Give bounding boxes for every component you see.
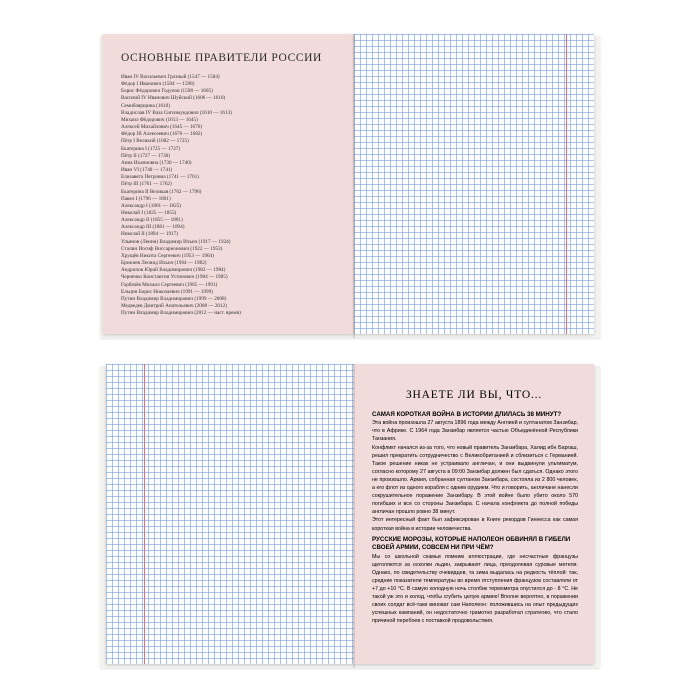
ruler-entry: Иван IV Васильевич Грозный (1547 — 1584): [121, 74, 220, 80]
spine: [353, 34, 355, 338]
ruler-entry: Пётр III (1761 — 1762): [121, 181, 172, 188]
ruler-entry: Владислав IV Ваза Сигизмундович (1610 — 1613): [121, 109, 232, 116]
ruler-entry: Фёдор I Иванович (1584 — 1598): [121, 81, 195, 88]
ruler-entry: Михаил Фёдорович (1613 — 1645): [121, 116, 198, 123]
fact1-paragraph: Этот интересный факт был зафиксирован в Книге рекордов Гиннесса как самая короткая война в истории человечества.: [372, 517, 578, 532]
ruler-entry: Николай I (1825 — 1855): [121, 209, 177, 216]
fact2-paragraph: Мы со школьной скамьи помним иллюстрации, где несчастные французы щеголяются за осколки льдин, закрывают лица, преодолевая суровые метели. Однако, по свидетельству очевидцев, та зима выдалась на редкость тёплой: так, средние показатели температуры во время отступления французов составляли от +7 до +10 °С. В самую холодную ночь столбик термометра опустился до - 8 °С. Не такой уж это и холод, чтобы сгубить целую армию! Вполне вероятно, в поражении своих солдат всё-таки виноват сам Наполеон: положившись на опыт предыдущих успешных кампаний, он недостаточно грамотно разработал стратегию, что стало причиной перебоев с поставкой продовольствия.: [372, 553, 578, 625]
fact1-paragraph: Эта война произошла 27 августа 1896 года между Англией и султанатом Занзибар, что в Африке. С 1964 года Занзибар является частью Объединённой Республики Танзания.: [372, 420, 578, 443]
ruler-entry: Ульянов (Ленин) Владимир Ильич (1917 — 1924): [121, 238, 231, 245]
fact2-heading: РУССКИЕ МОРОЗЫ, КОТОРЫЕ НАПОЛЕОН ОБВИНЯЛ В ГИБЕЛИ СВОЕЙ АРМИИ, СОВСЕМ НИ ПРИ ЧЁМ?: [372, 536, 571, 552]
ruler-entry: Медведев Дмитрий Анатольевич (2008 — 2012): [121, 303, 227, 309]
ruler-entry: Борис Фёдорович Годунов (1598 — 1605): [121, 88, 213, 95]
grid-page-bottom-left: [106, 364, 354, 664]
ruler-entry: Андропов Юрий Владимирович (1982 — 1984): [121, 267, 226, 274]
fact-block-2: [372, 536, 578, 625]
rulers-title: ОСНОВНЫЕ ПРАВИТЕЛИ РОССИИ: [121, 52, 322, 64]
ruler-entry: Путин Владимир Владимирович (2012 — наст. время): [121, 310, 241, 317]
ruler-entry: Александр III (1881 — 1894): [121, 224, 185, 231]
ruler-entry: Семибоярщина (1610): [121, 102, 170, 109]
bottom-spread: [100, 364, 600, 668]
fact1-heading: САМАЯ КОРОТКАЯ ВОЙНА В ИСТОРИИ ДЛИЛАСЬ 38 МИНУТ?: [372, 411, 562, 418]
ruler-entry: Иван VI (1740 — 1741): [121, 167, 173, 174]
ruler-entry: Анна Иоанновна (1730 — 1740): [121, 159, 192, 166]
ruler-entry: Екатерина II Великая (1762 — 1796): [121, 188, 202, 195]
ruler-entry: Алексей Михайлович (1645 — 1676): [121, 124, 203, 131]
ruler-entry: Ельцин Борис Николаевич (1991 — 1999): [121, 288, 213, 295]
ruler-entry: Павел I (1796 — 1801): [121, 195, 171, 202]
margin-line: [566, 34, 567, 334]
ruler-entry: Черненко Константин Устинович (1984 — 1985): [121, 274, 228, 281]
ruler-entry: Фёдор III Алексеевич (1676 — 1682): [121, 131, 203, 138]
ruler-entry: Пётр II (1727 — 1730): [121, 152, 171, 159]
spine: [353, 364, 355, 668]
rulers-page: [103, 34, 354, 334]
ruler-entry: Николай II (1894 — 1917): [121, 231, 179, 238]
ruler-entry: Брежнев Леонид Ильич (1964 — 1982): [121, 260, 207, 267]
facts-page: [354, 364, 594, 664]
rulers-list: [121, 74, 356, 317]
fact-block-1: [372, 411, 578, 533]
fact1-paragraph: Конфликт начался из-за того, что новый правитель Занзибара, Халид ибн Баргаш, решил прекратить сотрудничество с Великобританией и сблизиться с Германией. Такое решение никак не устраивало англичан, и они выдвинули ультиматум, согласно которому 27 августа в 09:00 Занзибар должен был сдаться. Однако этого не произошло. Армия, собранная султаном Занзибара, состояла из 2 800 человек, а его флот из одного корабля с одним орудием. Что и говорить, англичане нанесли сокрушительное поражение Занзибару. В этой войне было убито около 570 погибших и все со стороны Занзибара. С начала конфликта до полной победы англичан прошло ровно 38 минут.: [372, 444, 578, 516]
ruler-entry: Елизавета Петровна (1741 — 1761): [121, 174, 199, 181]
ruler-entry: Хрущёв Никита Сергеевич (1953 — 1964): [121, 252, 214, 259]
top-spread: [100, 34, 600, 338]
ruler-entry: Пётр I Великий (1682 — 1725): [121, 138, 189, 145]
grid-page-top-right: [354, 34, 594, 334]
ruler-entry: Горбачёв Михаил Сергеевич (1985 — 1991): [121, 281, 218, 288]
facts-title: ЗНАЕТЕ ЛИ ВЫ, ЧТО...: [405, 389, 543, 401]
ruler-entry: Александр II (1855 — 1881): [121, 217, 183, 224]
ruler-entry: Путин Владимир Владимирович (1999 — 2008): [121, 295, 227, 302]
ruler-entry: Сталин Иосиф Виссарионович (1922 — 1953): [121, 245, 223, 252]
ruler-entry: Александр I (1801 — 1825): [121, 202, 182, 209]
ruler-entry: Василий IV Иванович Шуйский (1606 — 1610): [121, 95, 226, 102]
margin-line: [144, 364, 145, 664]
ruler-entry: Екатерина I (1725 — 1727): [121, 145, 181, 152]
